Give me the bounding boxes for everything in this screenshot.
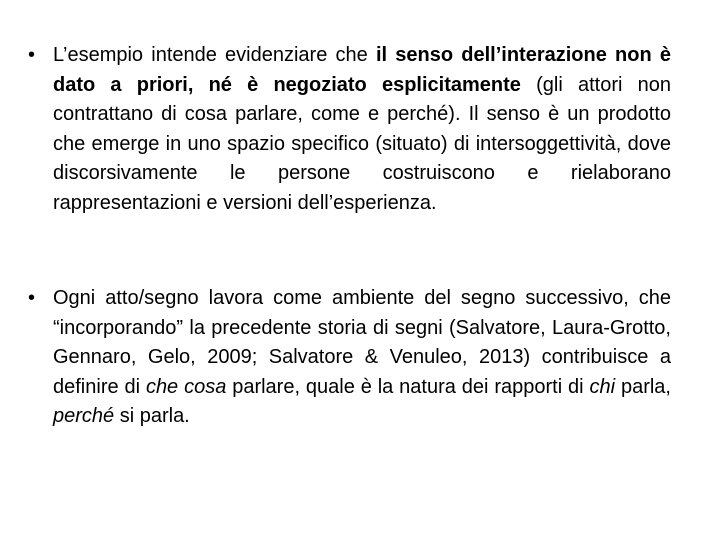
bullet-text-1 — [53, 41, 671, 218]
bullet-2-segment-3: parlare, quale è la natura dei rapporti di — [226, 375, 590, 398]
bullet-1-segment-3: (gli attori non contrattano di cosa parlare, come e perché). Il senso è un prodotto che emerge in uno spazio specifico (situato) di intersoggettività, dove discorsivamente le persone costruiscono e rielaborano rappresentazioni e versioni dell’esperienza. — [53, 73, 672, 214]
bullet-text-2 — [53, 284, 671, 432]
bullet-1-segment-1: L’esempio intende evidenziare che — [53, 44, 376, 66]
bullet-marker: • — [28, 44, 36, 66]
bullet-item-1 — [28, 41, 671, 218]
bullet-2-segment-4-italic: chi — [589, 375, 616, 398]
bullet-2-segment-1: Ogni atto/segno lavora come ambiente del segno successivo, che “incorporando” la precedente storia di segni (Salvatore, Laura-Grotto, Gennaro, Gelo, 2009; Salvatore & Venuleo, 2013) contribuisce a definire di — [53, 287, 671, 398]
bullet-item-2 — [28, 284, 671, 432]
bullet-marker: • — [28, 287, 36, 309]
bullet-2-segment-7: si parla. — [114, 405, 190, 427]
bullet-2-segment-6-italic: perché — [53, 405, 115, 427]
bullet-1-segment-2-bold: il senso dell’interazione non è dato a priori, né è negoziato esplicitamente — [53, 44, 671, 96]
bullet-2-segment-5: parla, — [615, 375, 671, 398]
bullet-2-segment-2-italic: che cosa — [145, 375, 227, 398]
